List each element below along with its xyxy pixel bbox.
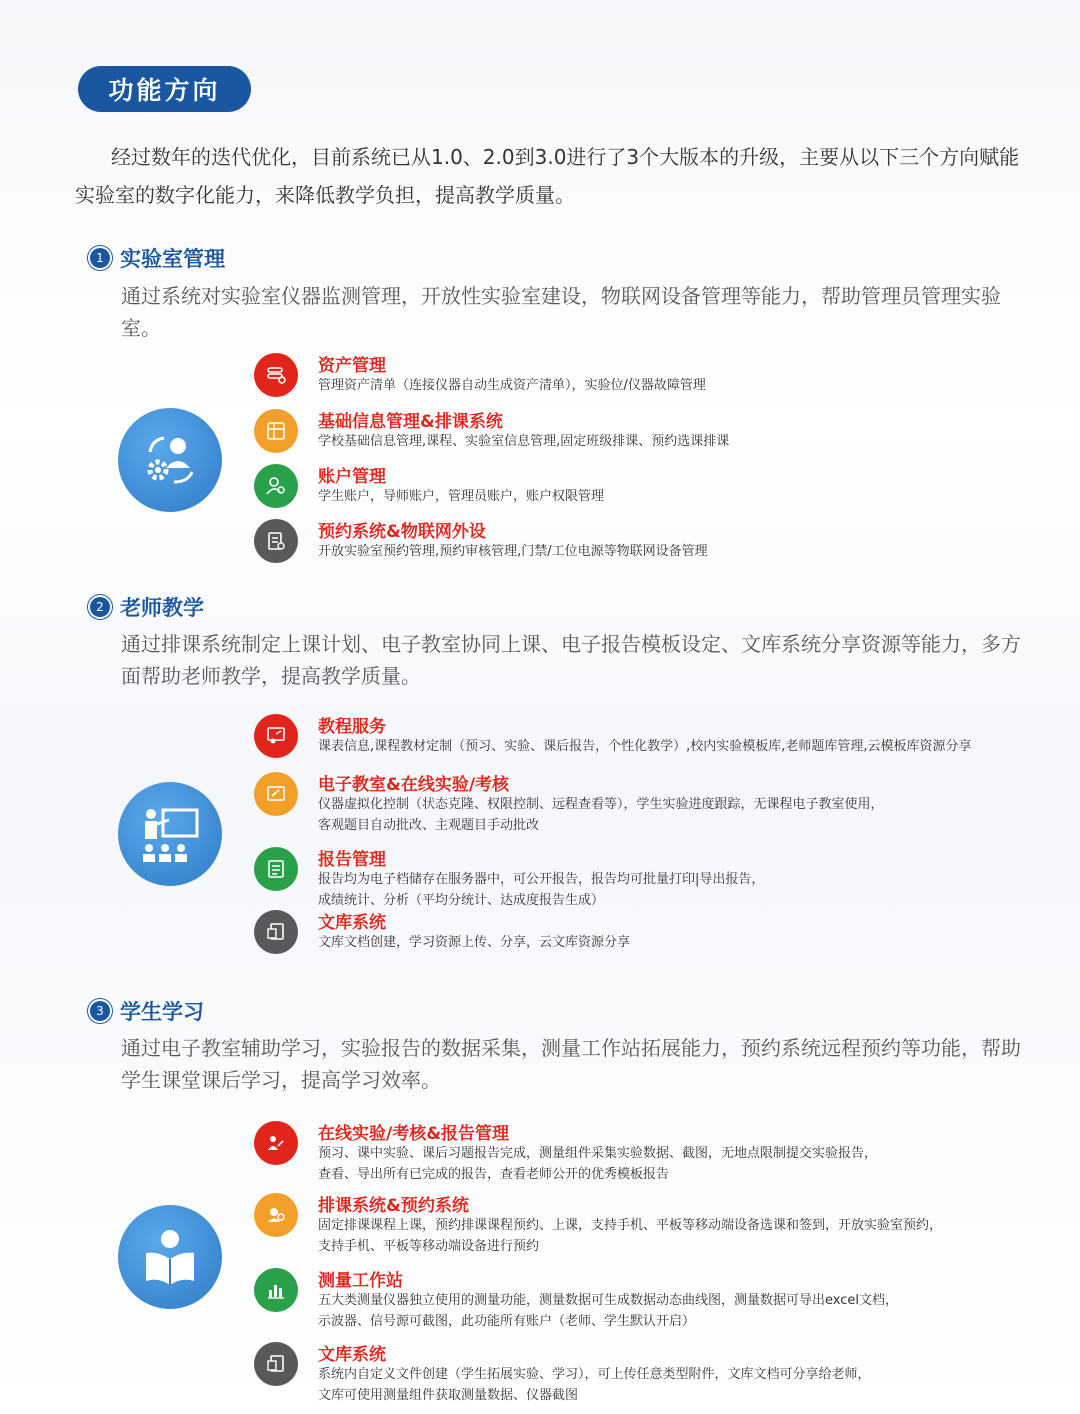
item-desc: 报告均为电子档储存在服务器中，可公开报告，报告均可批量打印|导出报告， 成绩统计、分析（平均分统计、达成度报告生成）: [318, 872, 765, 908]
item-desc: 课表信息,课程教材定制（预习、实验、课后报告，个性化教学）,校内实验模板库,老师题库管理,云模板库资源分享: [318, 739, 972, 754]
item-title: 电子教室&在线实验/考核: [318, 775, 510, 795]
section-number: 1: [90, 248, 110, 268]
item-title: 测量工作站: [318, 1271, 403, 1291]
item-desc: 预习、课中实验、课后习题报告完成，测量组件采集实验数据、截图，无地点限制提交实验报告， 查看、导出所有已完成的报告，查看老师公开的优秀模板报告: [318, 1146, 878, 1182]
item-title: 文库系统: [318, 1345, 386, 1365]
item-desc: 管理资产清单（连接仪器自动生成资产清单），实验位/仪器故障管理: [318, 378, 706, 393]
item-title: 资产管理: [318, 356, 386, 376]
item-desc: 五大类测量仪器独立使用的测量功能，测量数据可生成数据动态曲线图，测量数据可导出excel文档， 示波器、信号源可截图，此功能所有账户（老师、学生默认开启）: [318, 1293, 898, 1329]
bar-chart-icon: [254, 1268, 298, 1312]
library-icon: [254, 910, 298, 954]
intro-paragraph: 经过数年的迭代优化，目前系统已从1.0、2.0到3.0进行了3个大版本的升级，主要从以下三个方向赋能实验室的数字化能力，来降低教学负担，提高教学质量。: [75, 145, 1020, 207]
booking-icon: [254, 1193, 298, 1237]
report-icon: [254, 847, 298, 891]
section-description: 通过电子教室辅助学习，实验报告的数据采集，测量工作站拓展能力，预约系统远程预约等功能，帮助学生课堂课后学习，提高学习效率。: [121, 1036, 1021, 1092]
experiment-icon: [254, 1121, 298, 1165]
section-3-heading: [90, 996, 204, 1026]
item-title: 排课系统&预约系统: [318, 1196, 469, 1216]
section-2-heading: [90, 592, 204, 622]
schedule-icon: [254, 409, 298, 453]
item-desc: 开放实验室预约管理,预约审核管理,门禁/工位电源等物联网设备管理: [318, 544, 708, 559]
item-desc: 固定排课课程上课，预约排课课程预约、上课，支持手机、平板等移动端设备选课和签到，开放实验室预约， 支持手机、平板等移动端设备进行预约: [318, 1218, 943, 1254]
item-title: 报告管理: [318, 850, 386, 870]
account-icon: [254, 464, 298, 508]
lab-management-icon: [118, 408, 222, 512]
section-description: 通过系统对实验室仪器监测管理，开放性实验室建设，物联网设备管理等能力，帮助管理员管理实验室。: [121, 284, 1001, 340]
asset-icon: [254, 353, 298, 397]
section-badge: 功能方向: [78, 66, 251, 112]
teacher-teaching-icon: [118, 782, 222, 886]
section-title: 实验室管理: [120, 247, 225, 271]
section-number: 2: [90, 597, 110, 617]
item-title: 教程服务: [318, 717, 386, 737]
item-desc: 仪器虚拟化控制（状态克隆、权限控制、远程查看等），学生实验进度跟踪，无课程电子教室使用， 客观题目自动批改、主观题目手动批改: [318, 797, 884, 833]
section-1-heading: [90, 243, 225, 273]
item-title: 基础信息管理&排课系统: [318, 412, 503, 432]
item-desc: 学生账户，导师账户，管理员账户，账户权限管理: [318, 489, 605, 504]
item-title: 在线实验/考核&报告管理: [318, 1124, 510, 1144]
section-title: 学生学习: [120, 1000, 204, 1024]
item-desc: 文库文档创建，学习资源上传、分享，云文库资源分享: [318, 935, 631, 950]
item-desc: 学校基础信息管理,课程、实验室信息管理,固定班级排课、预约选课排课: [318, 434, 730, 449]
library-icon: [254, 1342, 298, 1386]
reservation-icon: [254, 519, 298, 563]
student-learning-icon: [118, 1205, 222, 1309]
item-desc: 系统内自定义文件创建（学生拓展实验、学习），可上传任意类型附件，文库文档可分享给老师， 文库可使用测量组件获取测量数据、仪器截图: [318, 1367, 871, 1403]
section-description: 通过排课系统制定上课计划、电子教室协同上课、电子报告模板设定、文库系统分享资源等能力，多方面帮助老师教学，提高教学质量。: [121, 632, 1021, 688]
item-title: 预约系统&物联网外设: [318, 522, 486, 542]
classroom-icon: [254, 772, 298, 816]
section-title: 老师教学: [120, 596, 204, 620]
section-number: 3: [90, 1001, 110, 1021]
tutorial-icon: [254, 714, 298, 758]
item-title: 文库系统: [318, 913, 386, 933]
item-title: 账户管理: [318, 467, 386, 487]
